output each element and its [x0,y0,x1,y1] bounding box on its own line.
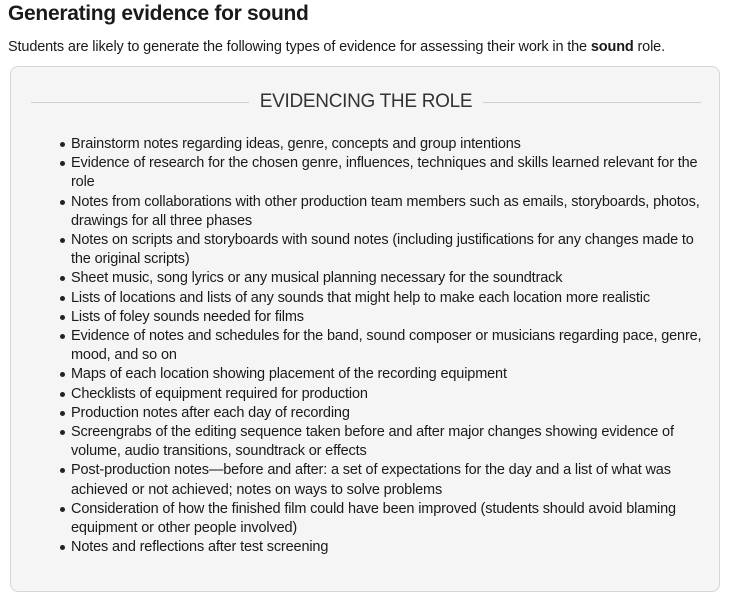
panel-heading: EVIDENCING THE ROLE [259,91,473,112]
bullet-icon [60,392,65,397]
list-item-text: Lists of foley sounds needed for films [71,308,304,325]
bullet-icon [60,372,65,377]
list-item-text: Notes on scripts and storyboards with sound notes (including justifications for any changes made to the original scripts) [71,232,694,268]
list-item-text: Consideration of how the finished film could have been improved (students should avoid blaming equipment or other people involved) [71,500,676,537]
intro-text-end: role. [633,39,665,55]
bullet-icon [60,315,65,320]
list-item [71,423,711,461]
list-item-text: Checklists of equipment required for production [71,385,368,402]
bullet-icon [60,411,65,416]
list-item-text: Evidence of notes and schedules for the band, sound composer or musicians regarding pace, genre, mood, and so on [71,328,702,364]
bullet-icon [60,200,65,205]
list-item [71,231,711,269]
list-item [71,135,711,154]
bullet-icon [60,161,65,166]
list-item [71,538,711,557]
evidence-list [71,135,711,557]
list-item-text: Lists of locations and lists of any sounds that might help to make each location more realistic [71,289,650,306]
intro-paragraph [8,38,665,57]
intro-text-start: Students are likely to generate the following types of evidence for assessing their work in the [8,39,591,55]
bullet-icon [60,238,65,243]
heading-divider-left [31,102,249,103]
list-item [71,154,711,192]
list-item [71,365,711,384]
bullet-icon [60,468,65,473]
list-item-text: Sheet music, song lyrics or any musical planning necessary for the soundtrack [71,270,563,287]
list-item-text: Production notes after each day of recording [71,404,350,421]
list-item-text: Post-production notes—before and after: a set of expectations for the day and a list of what was achieved or not achieved; notes on ways to solve problems [71,462,671,498]
list-item [71,308,711,327]
list-item [71,385,711,404]
list-item-text: Evidence of research for the chosen genre, influences, techniques and skills learned relevant for the role [71,155,698,191]
list-item-text: Notes from collaborations with other production team members such as emails, storyboards, photos, drawings for all three phases [71,193,700,229]
list-item-text: Brainstorm notes regarding ideas, genre, concepts and group intentions [71,136,521,152]
bullet-icon [60,334,65,339]
list-item [71,269,711,288]
bullet-icon [60,430,65,435]
list-item-text: Maps of each location showing placement of the recording equipment [71,366,507,383]
list-item [71,461,711,499]
bullet-icon [60,296,65,301]
bullet-icon [60,545,65,550]
bullet-icon [60,142,65,147]
list-item-text: Screengrabs of the editing sequence taken before and after major changes showing evidence of volume, audio transitions, soundtrack or effects [71,424,674,460]
bullet-icon [60,276,65,281]
evidence-panel [10,66,720,592]
intro-role-emphasis: sound [590,39,634,55]
heading-divider-right [483,102,701,103]
list-item [71,193,711,231]
list-item [71,500,711,538]
list-item [71,289,711,308]
list-item [71,404,711,423]
page-title: Generating evidence for sound [8,2,309,25]
list-item [71,327,711,365]
list-item-text: Notes and reflections after test screening [71,539,329,556]
bullet-icon [60,507,65,512]
